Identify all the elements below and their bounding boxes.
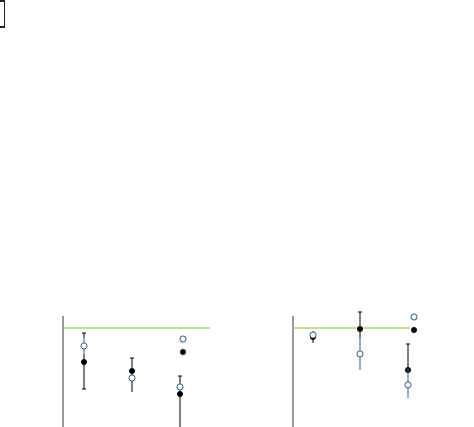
panel-b-point-1000mg [310,332,316,338]
panel-a-point-400mg [177,391,183,397]
panel-a-point-400mg [129,368,135,374]
panel-b-point-400mg [357,326,363,332]
figure-panels [0,288,474,427]
panel-b-point-1000mg [357,351,363,357]
cohort-label [0,1,5,27]
legend-marker-400mg [411,327,417,333]
panel-a-point-1000mg [81,343,87,349]
panel-b-point-1000mg [405,382,411,388]
panel-a [63,316,210,427]
legend-marker-1000mg [180,336,186,342]
panel-b [293,312,417,427]
legend-marker-1000mg [411,314,417,320]
panel-a-point-400mg [81,359,87,365]
panel-a-point-1000mg [177,384,183,390]
panel-a-point-1000mg [129,375,135,381]
legend-marker-400mg [180,349,186,355]
results-table [0,0,5,28]
cohort-header-row [0,1,5,27]
